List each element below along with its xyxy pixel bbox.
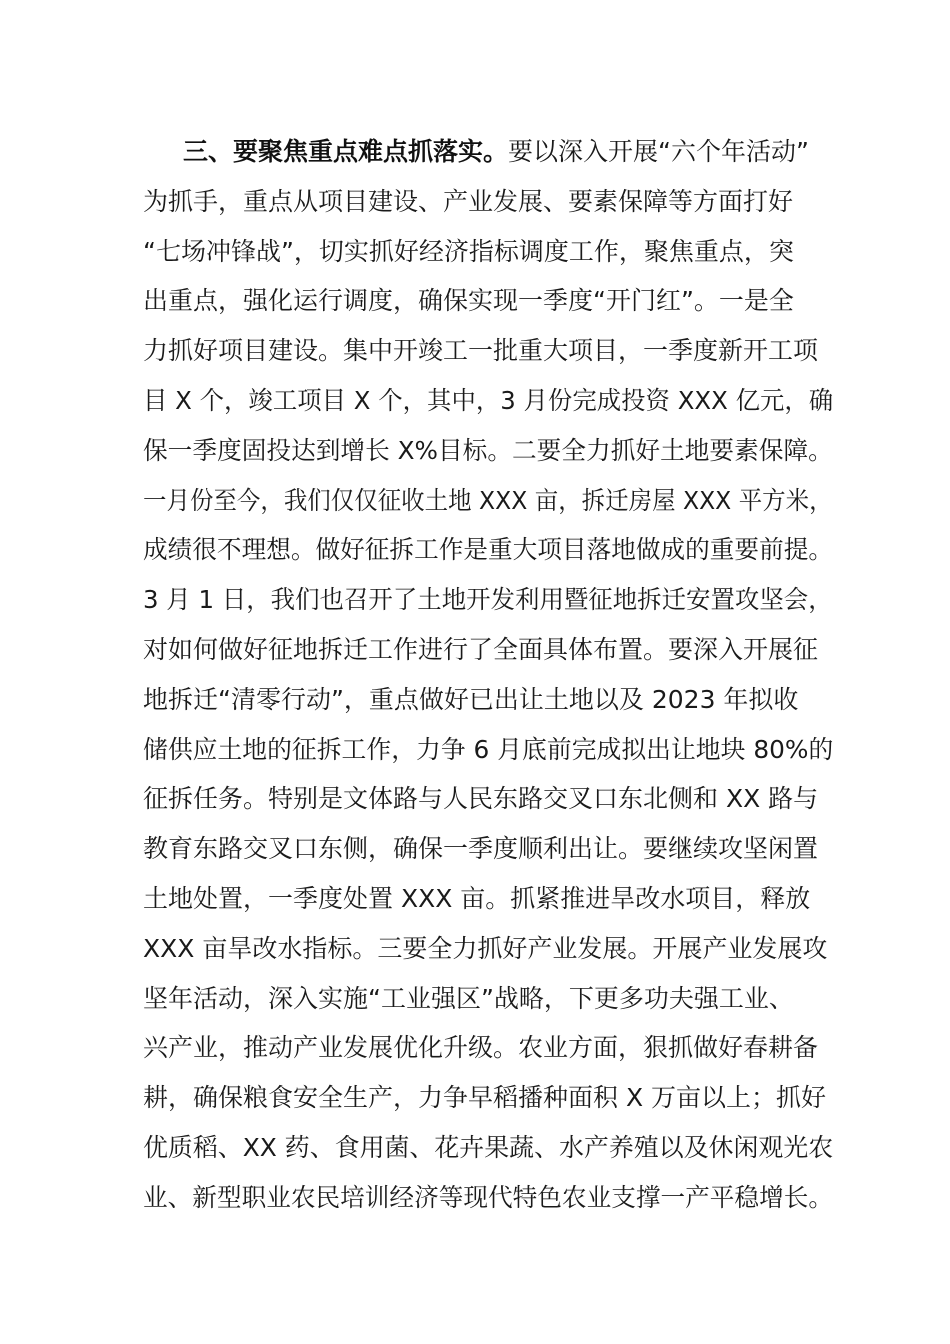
paragraph-line: 3 月 1 日，我们也召开了土地开发利用暨征地拆迁安置攻坚会， [143,585,833,615]
paragraph-line: 土地处置，一季度处置 XXX 亩。抓紧推进旱改水项目，释放 [143,883,811,913]
paragraph-line: XXX 亩旱改水指标。三要全力抓好产业发展。开展产业发展攻 [143,933,828,963]
paragraph-line: 教育东路交叉口东侧，确保一季度顺利出让。要继续攻坚闲置 [143,834,819,864]
paragraph-line: 一月份至今，我们仅仅征收土地 XXX 亩，拆迁房屋 XXX 平方米， [143,485,833,515]
paragraph-line-1 [143,127,823,177]
paragraph-line: 对如何做好征地拆迁工作进行了全面具体布置。要深入开展征 [143,634,819,664]
paragraph-line: 储供应土地的征拆工作，力争 6 月底前完成拟出让地块 80%的 [143,734,834,764]
section-heading: 三、要聚焦重点难点抓落实。 [183,137,509,166]
paragraph-line: “七场冲锋战”，切实抓好经济指标调度工作，聚焦重点，突 [143,236,794,266]
paragraph-line: 耕，确保粮食安全生产，力争早稻播种面积 X 万亩以上；抓好 [143,1083,827,1113]
paragraph-line: 征拆任务。特别是文体路与人民东路交叉口东北侧和 XX 路与 [143,784,819,814]
body-paragraph [143,127,834,1223]
paragraph-line: 业、新型职业农民培训经济等现代特色农业支撑一产平稳增长。 [143,1182,834,1212]
paragraph-line: 为抓手，重点从项目建设、产业发展、要素保障等方面打好 [143,186,794,216]
paragraph-line: 坚年活动，深入实施“工业强区”战略，下更多功夫强工业、 [143,983,794,1013]
paragraph-line: 兴产业，推动产业发展优化升级。农业方面，狠抓做好春耕备 [143,1033,819,1063]
paragraph-line: 力抓好项目建设。集中开竣工一批重大项目，一季度新开工项 [143,336,819,366]
paragraph-line: 地拆迁“清零行动”，重点做好已出让土地以及 2023 年拟收 [143,684,799,714]
paragraph-line: 优质稻、XX 药、食用菌、花卉果蔬、水产养殖以及休闲观光农 [143,1132,834,1162]
paragraph-line: 目 X 个，竣工项目 X 个，其中，3 月份完成投资 XXX 亿元，确 [143,385,834,415]
paragraph-line: 成绩很不理想。做好征拆工作是重大项目落地做成的重要前提。 [143,535,834,565]
paragraph-line: 出重点，强化运行调度，确保实现一季度“开门红”。一是全 [143,286,794,316]
line-text: 要以深入开展“六个年活动” [508,137,809,166]
paragraph-line: 保一季度固投达到增长 X%目标。二要全力抓好土地要素保障。 [143,435,833,465]
